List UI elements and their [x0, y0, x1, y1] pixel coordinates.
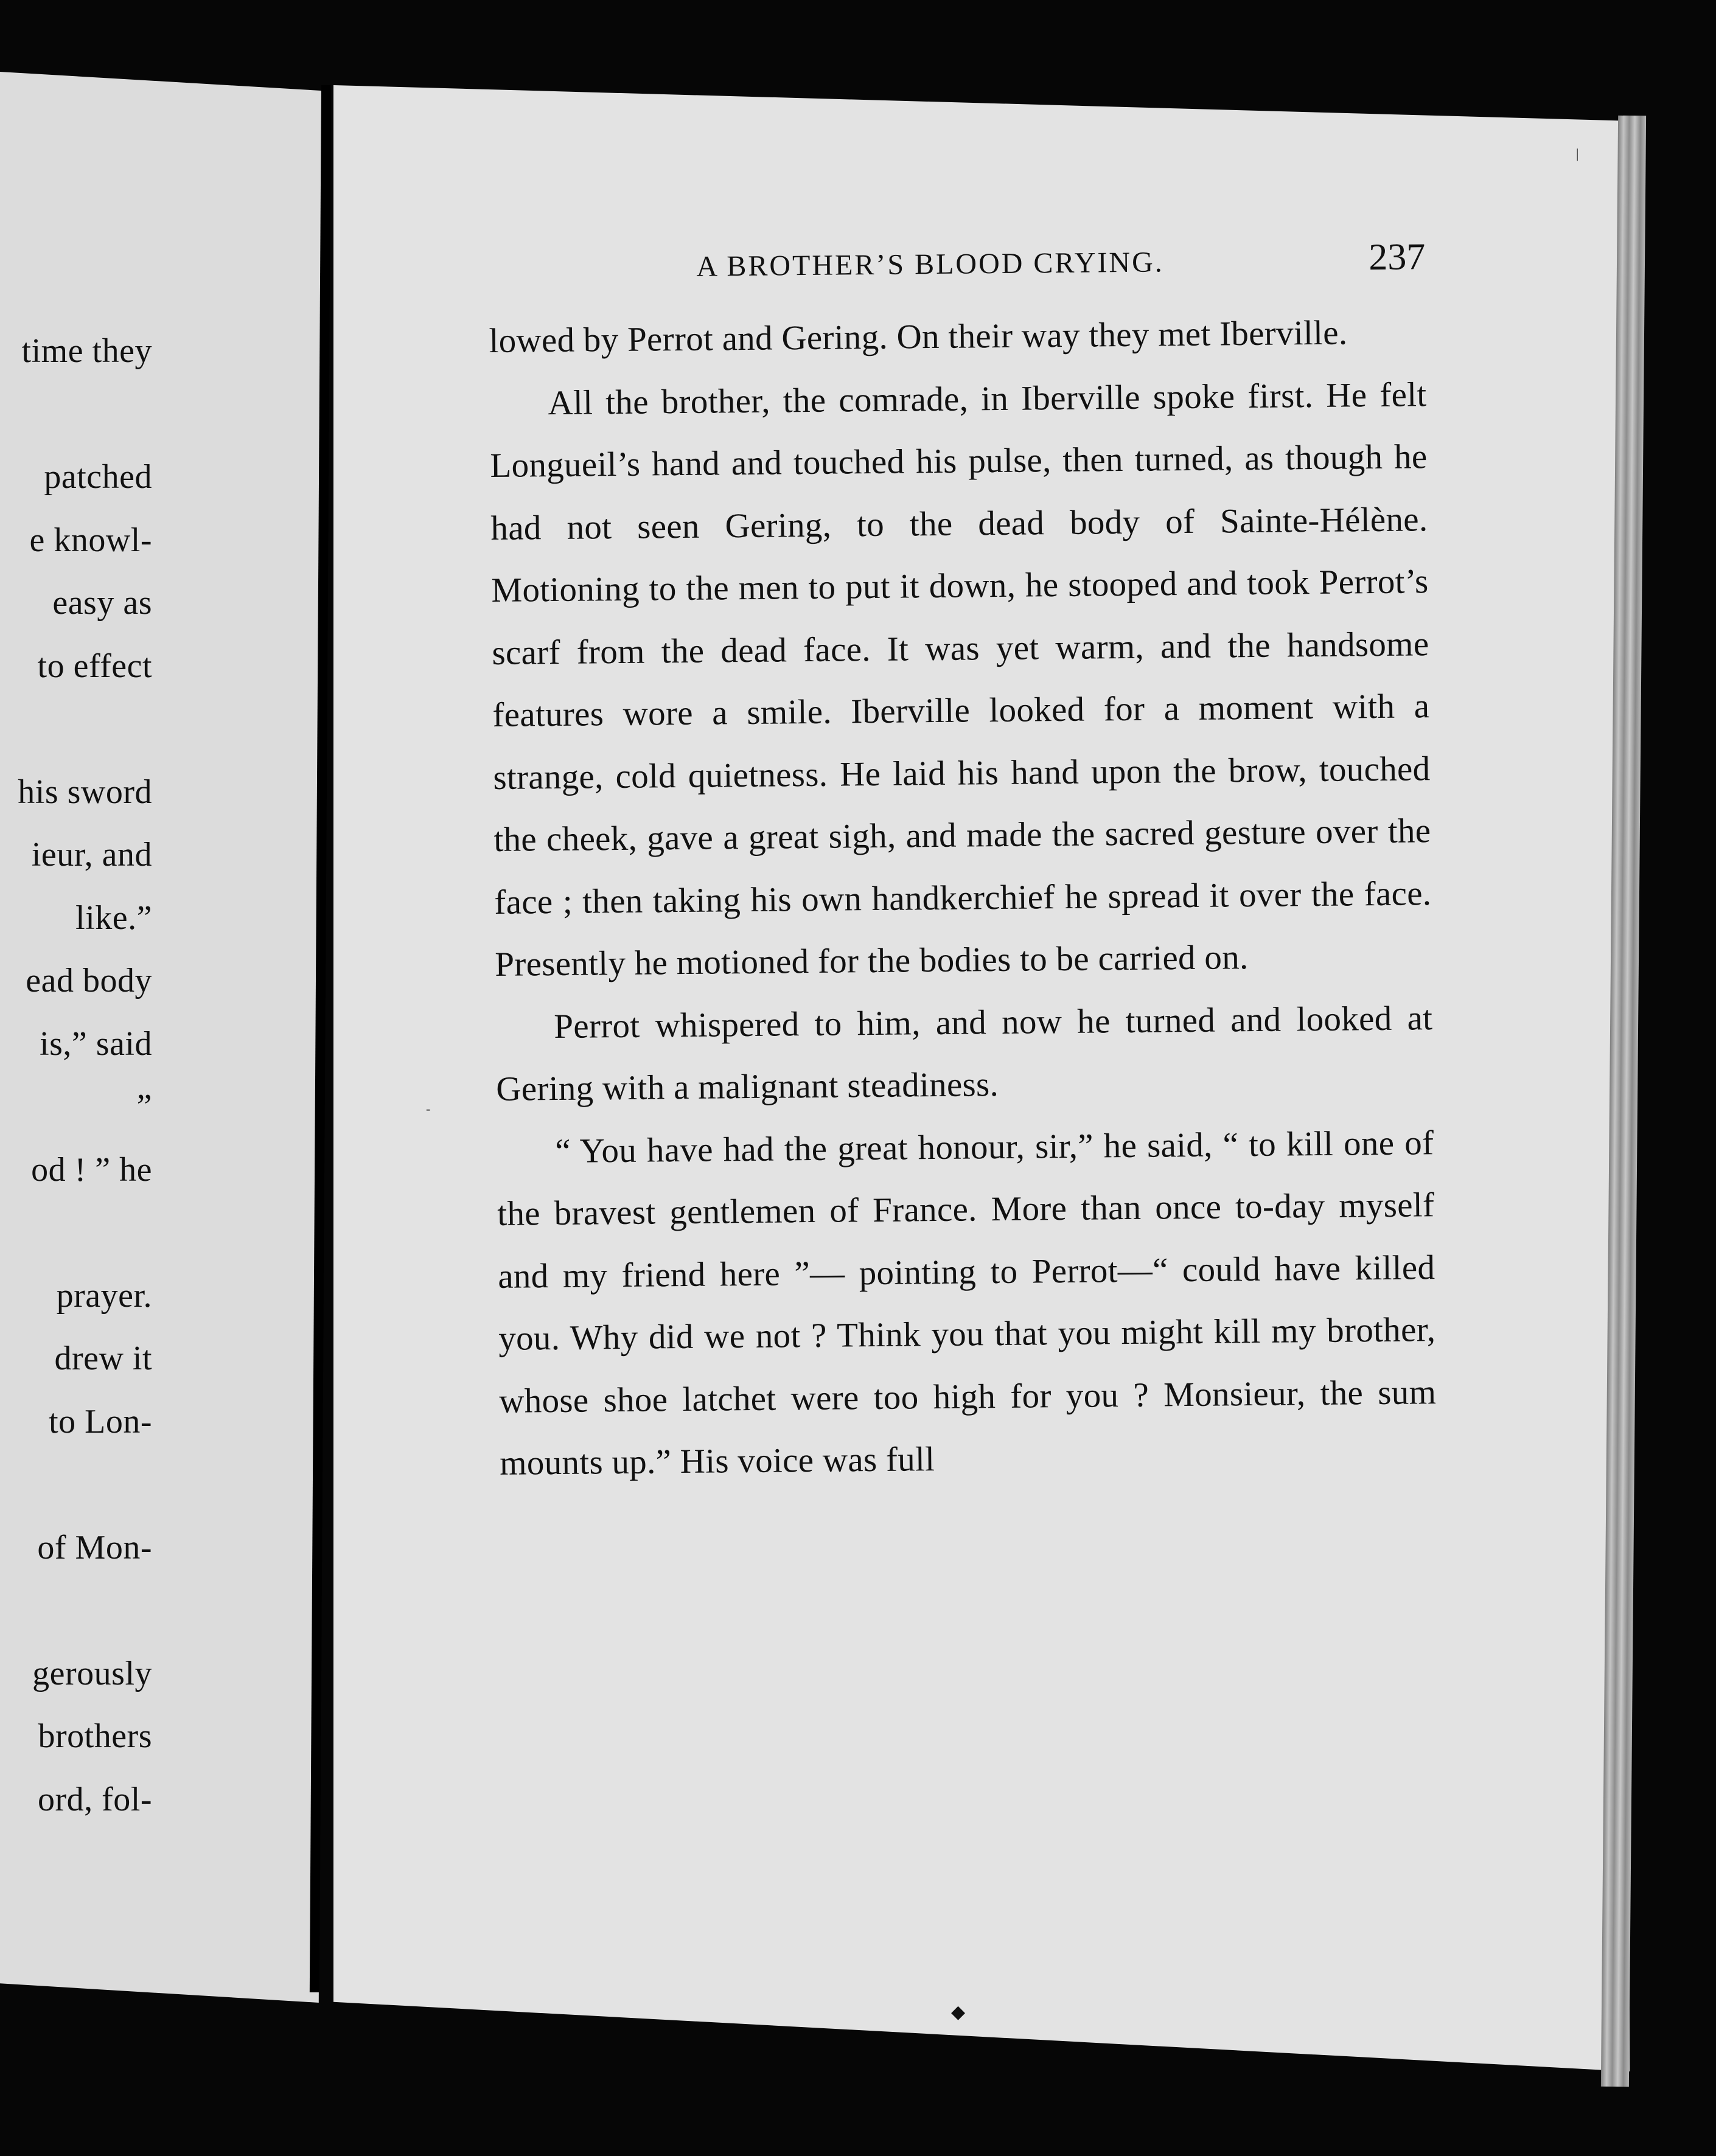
right-page-content: [488, 235, 1437, 1495]
left-line: to Lon-: [49, 1402, 152, 1441]
left-line: is,” said: [40, 1024, 152, 1063]
paragraph: lowed by Perrot and Gering. On their way they met Iberville.: [489, 313, 1348, 360]
left-line: [0, 1201, 152, 1265]
left-line: like.”: [75, 899, 152, 937]
paragraph: Perrot whispered to him, and now he turned and looked at Gering with a malignant steadiness.: [496, 998, 1433, 1108]
page-number: 237: [1368, 236, 1426, 279]
left-line: time they: [21, 332, 152, 370]
left-line: od ! ” he: [31, 1150, 152, 1189]
page-header: [488, 235, 1426, 310]
left-line: gerously: [32, 1654, 152, 1692]
left-line: [0, 1579, 152, 1643]
left-line: easy as: [52, 584, 152, 622]
left-line: ord, fol-: [37, 1780, 152, 1818]
left-line: patched: [44, 458, 152, 496]
dust-speck: -: [426, 1101, 431, 1116]
printer-mark: ◆: [951, 2002, 966, 2022]
body-text: [489, 301, 1437, 1495]
left-line: [0, 1453, 152, 1517]
left-line: ead body: [26, 962, 152, 1000]
left-line: ”: [136, 1088, 152, 1125]
left-line: e knowl-: [29, 521, 152, 559]
left-line: ieur, and: [31, 836, 152, 874]
left-line: prayer.: [56, 1276, 152, 1315]
left-line: [0, 698, 152, 761]
paragraph: All the brother, the comrade, in Iberville spoke first. He felt Longueil’s hand and touched his pulse, then turned, as though he had not seen Gering, to the dead body of Sainte-Hélène. Motioning to the men to put it down, he stooped and took Perrot’s scarf from the dead face. It was yet warm, and the handsome features wore a smile. Iberville looked for a moment with a strange, cold quietness. He laid his hand upon the brow, touched the cheek, gave a great sigh, and made the sacred gesture over the face ; then taking his own handkerchief he spread it over the face. Presently he motioned for the bodies to be carried on.: [490, 375, 1432, 984]
dust-speck: |: [1576, 146, 1579, 161]
running-head: A BROTHER’S BLOOD CRYING.: [696, 246, 1164, 283]
left-line: drew it: [54, 1340, 152, 1377]
left-line: his sword: [18, 773, 152, 811]
left-page-text: [0, 320, 152, 1831]
left-line: to effect: [37, 647, 152, 685]
left-line: [0, 383, 152, 447]
left-line: of Mon-: [37, 1528, 152, 1567]
left-line: brothers: [38, 1717, 152, 1755]
paragraph: “ You have had the great honour, sir,” he said, “ to kill one of the bravest gentlemen of France. More than once to-day myself and my friend here ”— pointing to Perrot—“ could have killed you. Why did we not ? Think you that you might kill my brother, whose shoe latchet were too high for you ? Monsieur, the sum mounts up.” His voice was full: [497, 1123, 1437, 1483]
